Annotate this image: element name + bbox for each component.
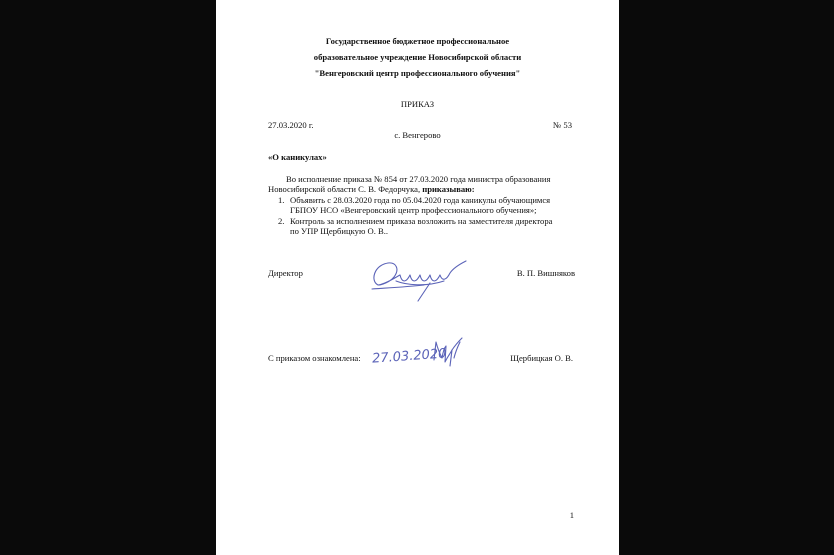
director-name: В. П. Вишняков bbox=[516, 268, 575, 278]
intro-command: приказываю: bbox=[422, 184, 475, 194]
order-place: с. Венгерово bbox=[394, 130, 441, 140]
org-name-line-1: Государственное бюджетное профессиональное bbox=[325, 36, 510, 46]
item-1-number: 1. bbox=[278, 195, 285, 205]
org-name-line-3: "Венгеровский центр профессионального обучения" bbox=[314, 68, 521, 78]
document-page bbox=[216, 0, 619, 555]
item-2-line-2: по УПР Щербицкую О. В.. bbox=[290, 226, 389, 236]
intro-line-2-text: Новосибирской области С. В. Федорчука, bbox=[268, 184, 423, 194]
acquaintance-handwritten-date bbox=[370, 336, 464, 372]
order-number: № 53 bbox=[553, 120, 572, 130]
acquainted-name: Щербицкая О. В. bbox=[510, 353, 573, 363]
order-title: ПРИКАЗ bbox=[400, 99, 435, 109]
org-name-line-2: образовательное учреждение Новосибирской области bbox=[313, 52, 522, 62]
intro-line-1: Во исполнение приказа № 854 от 27.03.2020 года министра образования bbox=[286, 174, 551, 184]
page-number: 1 bbox=[569, 510, 574, 520]
item-2-number: 2. bbox=[278, 216, 285, 226]
order-date: 27.03.2020 г. bbox=[268, 120, 314, 130]
director-signature-icon bbox=[366, 255, 471, 303]
director-label: Директор bbox=[268, 268, 303, 278]
item-1-line-1: Объявить с 28.03.2020 года по 05.04.2020 года каникулы обучающимся bbox=[290, 195, 551, 205]
item-1-line-2: ГБПОУ НСО «Венгеровский центр профессионального обучения»; bbox=[290, 205, 537, 215]
handwritten-date-text: 27.03.2020 bbox=[371, 346, 447, 367]
order-subject: «О каникулах» bbox=[268, 152, 327, 162]
acquainted-label: С приказом ознакомлена: bbox=[268, 353, 361, 363]
intro-line-2 bbox=[268, 184, 475, 194]
item-2-line-1: Контроль за исполнением приказа возложить на заместителя директора bbox=[290, 216, 553, 226]
